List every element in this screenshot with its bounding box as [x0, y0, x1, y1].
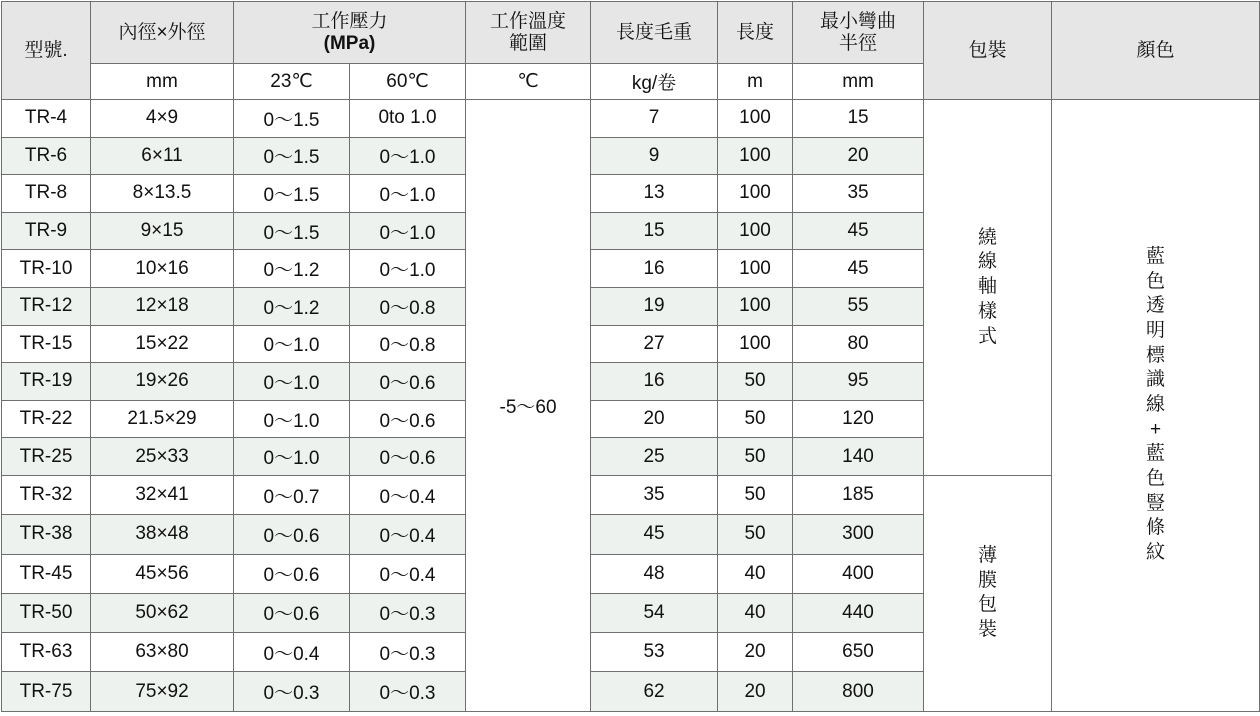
pressure-header-label: 工作壓力: [311, 11, 388, 33]
diameter-cell: 63×80: [91, 633, 234, 672]
model-cell: TR-8: [2, 175, 91, 213]
pressure-60c-cell: 0～1.0: [350, 212, 466, 250]
model-cell: TR-4: [2, 100, 91, 138]
bend-radius-cell: 650: [793, 633, 924, 672]
pressure-60c-cell: 0～0.6: [350, 400, 466, 438]
pressure-60c-cell: 0～0.3: [350, 672, 466, 711]
length-cell: 100: [718, 287, 793, 325]
pressure-23c-cell: 0～1.2: [234, 250, 350, 288]
bend-radius-cell: 140: [793, 438, 924, 476]
length-unit: m: [718, 64, 793, 100]
packing-reel-cell-char: 繞: [978, 226, 998, 248]
weight-cell: 62: [591, 672, 718, 711]
weight-cell: 45: [591, 515, 718, 554]
length-cell: 20: [718, 672, 793, 711]
weight-cell: 15: [591, 212, 718, 250]
model-cell: TR-63: [2, 633, 91, 672]
pressure-23c-cell: 0～1.5: [234, 100, 350, 138]
bend-radius-cell: 185: [793, 475, 924, 514]
length-cell: 50: [718, 515, 793, 554]
model-cell: TR-22: [2, 400, 91, 438]
hose-spec-table: [1, 1, 1260, 712]
length-cell: 50: [718, 438, 793, 476]
bend-radius-cell: 55: [793, 287, 924, 325]
pressure-23c-cell: 0～0.7: [234, 475, 350, 514]
temperature-header: [466, 2, 591, 64]
bend-radius-cell: 800: [793, 672, 924, 711]
packing-film-cell-char: 薄: [978, 544, 998, 566]
bend-radius-cell: 20: [793, 137, 924, 175]
bend-radius-cell: 120: [793, 400, 924, 438]
packing-film-cell-text: [976, 544, 999, 643]
pressure-23c-cell: 0～0.6: [234, 593, 350, 632]
pressure-23c-cell: 0～1.5: [234, 137, 350, 175]
color-cell-char: 藍: [1146, 245, 1166, 267]
color-cell-char: 明: [1146, 319, 1166, 341]
diameter-cell: 45×56: [91, 554, 234, 593]
model-cell: TR-9: [2, 212, 91, 250]
spec-body: [2, 100, 1260, 712]
packing-film-cell-char: 膜: [978, 569, 998, 591]
diameter-cell: 4×9: [91, 100, 234, 138]
length-cell: 40: [718, 593, 793, 632]
weight-cell: 48: [591, 554, 718, 593]
pressure-60c-cell: 0～1.0: [350, 137, 466, 175]
pressure-23c-cell: 0～1.0: [234, 325, 350, 363]
weight-cell: 13: [591, 175, 718, 213]
model-cell: TR-10: [2, 250, 91, 288]
model-cell: TR-19: [2, 363, 91, 401]
pressure-23c-cell: 0～0.6: [234, 515, 350, 554]
length-cell: 100: [718, 137, 793, 175]
weight-cell: 16: [591, 250, 718, 288]
pressure-23c-cell: 0～1.5: [234, 212, 350, 250]
diameter-cell: 15×22: [91, 325, 234, 363]
length-cell: 20: [718, 633, 793, 672]
weight-cell: 9: [591, 137, 718, 175]
weight-cell: 25: [591, 438, 718, 476]
color-cell-char: 標: [1146, 344, 1166, 366]
weight-unit: kg/卷: [591, 64, 718, 100]
color-cell-char: 透: [1146, 295, 1166, 317]
model-cell: TR-50: [2, 593, 91, 632]
diameter-cell: 6×11: [91, 137, 234, 175]
bend-radius-cell: 15: [793, 100, 924, 138]
pressure-23c-cell: 0～0.4: [234, 633, 350, 672]
bend-radius-header-line1: 最小彎曲: [820, 11, 897, 33]
length-cell: 50: [718, 475, 793, 514]
diameter-cell: 50×62: [91, 593, 234, 632]
color-cell-text: [1144, 245, 1167, 566]
pressure-60c-cell: 0～1.0: [350, 175, 466, 213]
pressure-header-unit: (MPa): [323, 32, 376, 54]
diameter-cell: 12×18: [91, 287, 234, 325]
temperature-range-cell: -5～60: [466, 100, 591, 712]
pressure-60c-cell: 0～0.8: [350, 325, 466, 363]
packing-reel-cell-text: [976, 226, 999, 349]
color-cell-char: 條: [1146, 517, 1166, 539]
bend-radius-cell: 300: [793, 515, 924, 554]
bend-radius-unit: mm: [793, 64, 924, 100]
pressure-60c-cell: 0～0.4: [350, 554, 466, 593]
diameter-cell: 19×26: [91, 363, 234, 401]
weight-cell: 35: [591, 475, 718, 514]
packing-reel-cell-char: 樣: [978, 300, 998, 322]
packing-header: 包裝: [924, 2, 1052, 100]
header-row: [2, 2, 1260, 64]
pressure-23c-cell: 0～0.6: [234, 554, 350, 593]
pressure-23c-cell: 0～1.2: [234, 287, 350, 325]
model-header: 型號.: [2, 2, 91, 100]
weight-cell: 27: [591, 325, 718, 363]
color-header: 顏色: [1052, 2, 1260, 100]
bend-radius-cell: 440: [793, 593, 924, 632]
temperature-unit: ℃: [466, 64, 591, 100]
bend-radius-header-line2: 半徑: [839, 32, 878, 54]
pressure-23c-cell: 0～0.3: [234, 672, 350, 711]
model-cell: TR-15: [2, 325, 91, 363]
model-cell: TR-75: [2, 672, 91, 711]
bend-radius-cell: 45: [793, 250, 924, 288]
color-cell-char: 色: [1146, 270, 1166, 292]
packing-film-cell-char: 裝: [978, 619, 998, 641]
packing-reel-cell: [924, 100, 1052, 476]
diameter-cell: 10×16: [91, 250, 234, 288]
pressure-23c-cell: 0～1.0: [234, 438, 350, 476]
weight-cell: 54: [591, 593, 718, 632]
packing-reel-cell-char: 線: [978, 251, 998, 273]
diameter-cell: 32×41: [91, 475, 234, 514]
weight-cell: 19: [591, 287, 718, 325]
color-cell-char: 紋: [1146, 542, 1166, 564]
diameter-cell: 75×92: [91, 672, 234, 711]
diameter-unit: mm: [91, 64, 234, 100]
model-cell: TR-12: [2, 287, 91, 325]
packing-reel-cell-char: 式: [978, 325, 998, 347]
length-cell: 100: [718, 100, 793, 138]
bend-radius-cell: 95: [793, 363, 924, 401]
pressure-60c-cell: 0～0.4: [350, 475, 466, 514]
color-cell-char: 色: [1146, 468, 1166, 490]
temperature-header-line2: 範圍: [509, 32, 548, 54]
pressure-60c-cell: 0to 1.0: [350, 100, 466, 138]
length-cell: 100: [718, 212, 793, 250]
pressure-23c-cell: 0～1.0: [234, 400, 350, 438]
diameter-cell: 25×33: [91, 438, 234, 476]
pressure-60c-cell: 0～0.3: [350, 593, 466, 632]
bend-radius-cell: 35: [793, 175, 924, 213]
pressure-header: [234, 2, 466, 64]
pressure-60c-cell: 0～1.0: [350, 250, 466, 288]
bend-radius-cell: 400: [793, 554, 924, 593]
color-cell: [1052, 100, 1260, 712]
length-header: 長度: [718, 2, 793, 64]
length-cell: 50: [718, 363, 793, 401]
color-cell-char: 藍: [1146, 443, 1166, 465]
model-cell: TR-6: [2, 137, 91, 175]
length-cell: 100: [718, 250, 793, 288]
model-cell: TR-32: [2, 475, 91, 514]
weight-cell: 7: [591, 100, 718, 138]
packing-reel-cell-char: 軸: [978, 276, 998, 298]
model-cell: TR-25: [2, 438, 91, 476]
table-row: [2, 100, 1260, 138]
bend-radius-cell: 80: [793, 325, 924, 363]
color-cell-char: +: [1149, 418, 1162, 440]
pressure-60c-cell: 0～0.4: [350, 515, 466, 554]
pressure-60c-cell: 0～0.3: [350, 633, 466, 672]
bend-radius-cell: 45: [793, 212, 924, 250]
pressure-23c-unit: 23℃: [234, 64, 350, 100]
color-cell-char: 豎: [1146, 492, 1166, 514]
pressure-23c-cell: 0～1.5: [234, 175, 350, 213]
color-cell-char: 線: [1146, 394, 1166, 416]
weight-header: 長度毛重: [591, 2, 718, 64]
weight-cell: 16: [591, 363, 718, 401]
pressure-60c-cell: 0～0.6: [350, 438, 466, 476]
pressure-23c-cell: 0～1.0: [234, 363, 350, 401]
weight-cell: 53: [591, 633, 718, 672]
bend-radius-header: [793, 2, 924, 64]
diameter-header: 內徑×外徑: [91, 2, 234, 64]
packing-film-cell: [924, 475, 1052, 711]
pressure-60c-cell: 0～0.8: [350, 287, 466, 325]
diameter-cell: 9×15: [91, 212, 234, 250]
temperature-header-line1: 工作溫度: [490, 11, 567, 33]
packing-film-cell-char: 包: [978, 594, 998, 616]
weight-cell: 20: [591, 400, 718, 438]
length-cell: 100: [718, 175, 793, 213]
length-cell: 100: [718, 325, 793, 363]
pressure-60c-unit: 60℃: [350, 64, 466, 100]
length-cell: 50: [718, 400, 793, 438]
color-cell-char: 識: [1146, 369, 1166, 391]
pressure-60c-cell: 0～0.6: [350, 363, 466, 401]
diameter-cell: 21.5×29: [91, 400, 234, 438]
model-cell: TR-45: [2, 554, 91, 593]
length-cell: 40: [718, 554, 793, 593]
diameter-cell: 8×13.5: [91, 175, 234, 213]
model-cell: TR-38: [2, 515, 91, 554]
diameter-cell: 38×48: [91, 515, 234, 554]
